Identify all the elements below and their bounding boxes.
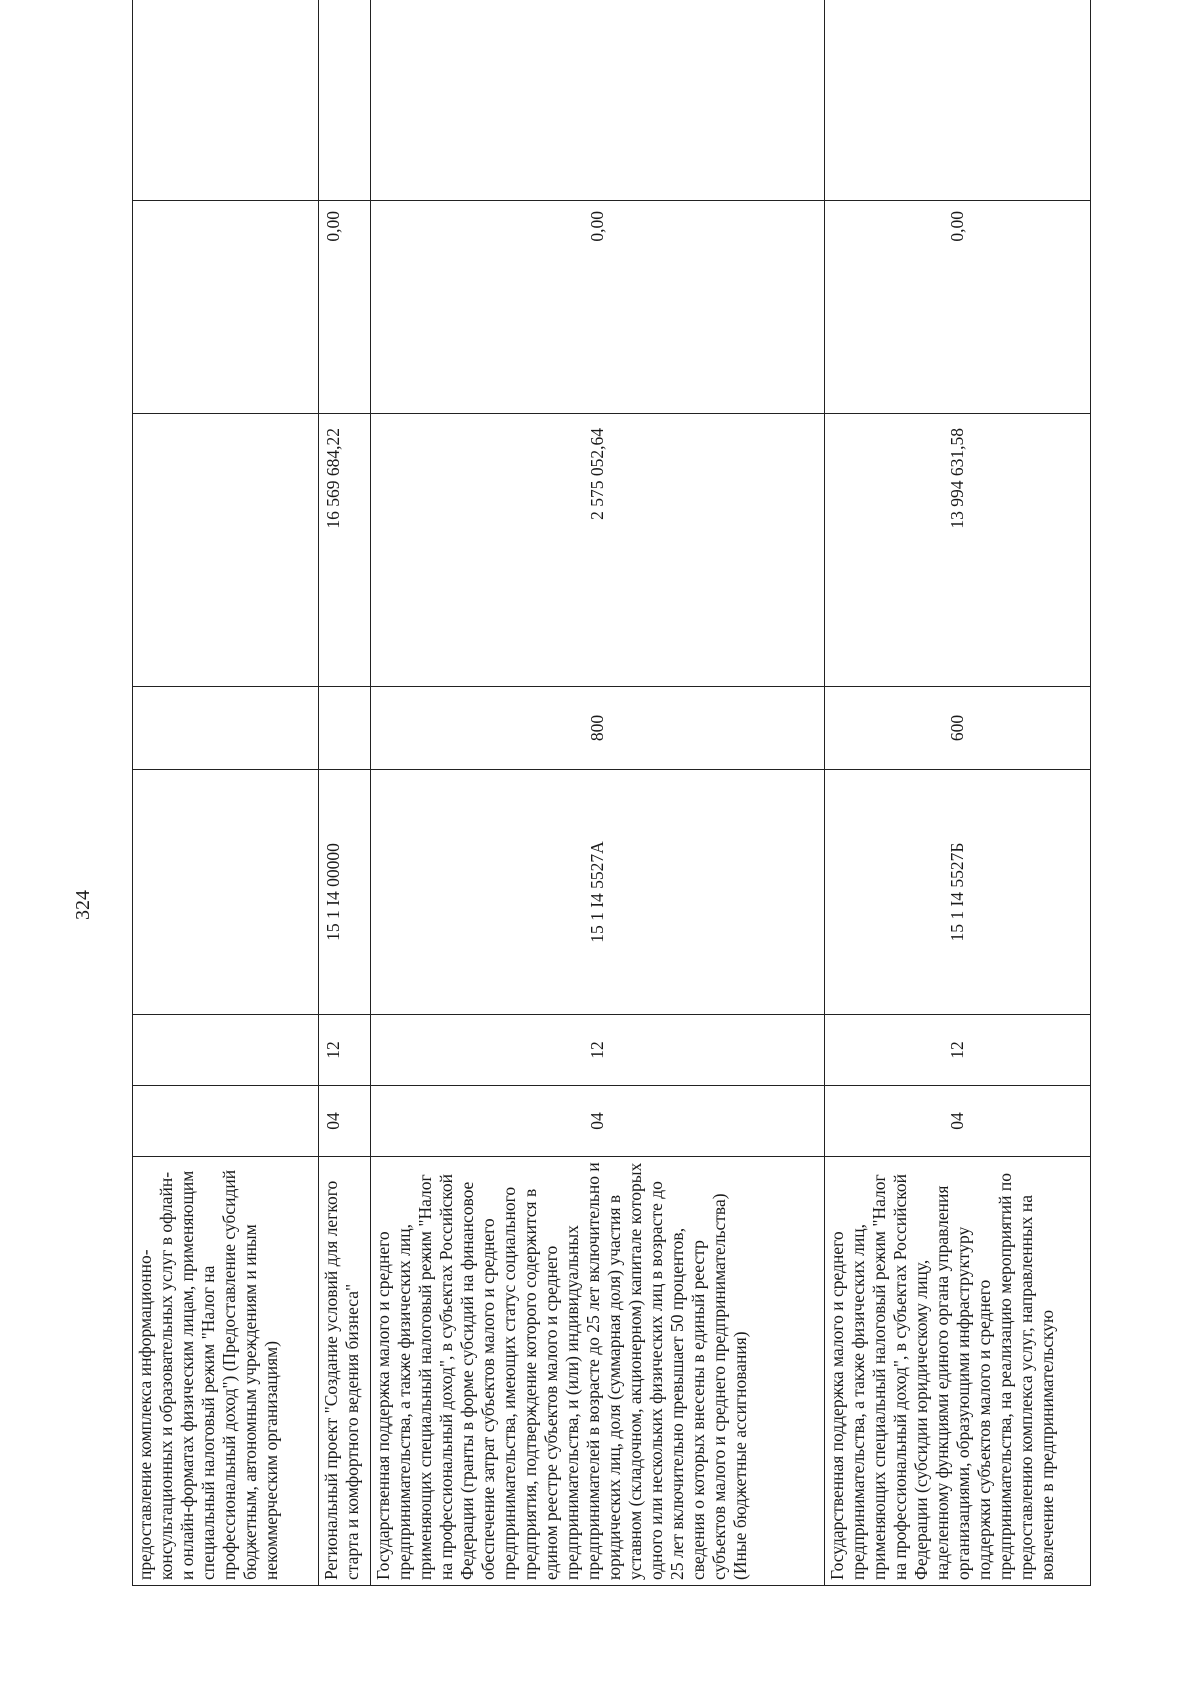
row-target-code: 15 1 I4 00000 <box>319 770 371 1015</box>
row-name: Региональный проект "Создание условий для легкого старта и комфортного ведения бизнеса" <box>319 1157 371 1586</box>
budget-table-frame <box>132 66 1090 1586</box>
row-expense-type: 800 <box>371 687 825 770</box>
row-name: предоставление комплекса информационно-консультационных и образовательных услуг в офлайн- и онлайн-форматах физическим лицам, применяющим специальный налоговый режим "Налог на профессиональный доход") (Предоставление субсидий бюджетным, автономным учреждениям и иным некоммерческим организациям) <box>133 1157 319 1586</box>
row-name: Государственная поддержка малого и среднего предпринимательства, а также физических лиц, применяющих специальный налоговый режим "Налог на профессиональный доход", в субъектах Российской Федерации (гранты в форме субсидий на финансовое обеспечение затрат субъектов малого и среднего предпринимательства, имеющих статус социального предприятия, подтверждение которого содержится в едином реестре субъектов малого и среднего предпринимательства, и (или) индивидуальных предпринимателей в возрасте до 25 лет включительно и юридических лиц, доля (суммарная доля) участия в уставном (складочном, акционерном) капитале которых одного или нескольких физических лиц в возрасте до 25 лет включительно превышает 50 процентов, сведения о которых внесены в единый реестр субъектов малого и среднего предпринимательства) (Иные бюджетные ассигнования) <box>371 1157 825 1586</box>
row-amount-2: 0,00 <box>371 201 825 414</box>
row-amount-1: 13 994 631,58 <box>825 414 1091 687</box>
page-number: 324 <box>72 890 94 920</box>
row-expense-type: 600 <box>825 687 1091 770</box>
row-section <box>133 1086 319 1157</box>
row-target-code <box>133 770 319 1015</box>
row-amount-3 <box>825 0 1091 201</box>
row-target-code: 15 1 I4 5527А <box>371 770 825 1015</box>
table-row <box>825 0 1091 1586</box>
row-section: 04 <box>825 1086 1091 1157</box>
row-target-code: 15 1 I4 5527Б <box>825 770 1091 1015</box>
row-amount-1: 16 569 684,22 <box>319 414 371 687</box>
row-amount-2: 0,00 <box>319 201 371 414</box>
row-amount-2 <box>133 201 319 414</box>
row-amount-1: 2 575 052,64 <box>371 414 825 687</box>
budget-table-rotated <box>132 66 1090 1586</box>
table-row <box>319 0 371 1586</box>
row-expense-type <box>319 687 371 770</box>
table-row <box>133 0 319 1586</box>
row-subsection <box>133 1015 319 1086</box>
row-expense-type <box>133 687 319 770</box>
row-amount-3 <box>371 0 825 201</box>
row-name: Государственная поддержка малого и среднего предпринимательства, а также физических лиц, применяющих специальный налоговый режим "Налог на профессиональный доход", в субъектах Российской Федерации (субсидии юридическому лицу, наделенному функциями единого органа управления организациями, образующими инфраструктуру поддержки субъектов малого и среднего предпринимательства, на реализацию мероприятий по предоставлению комплекса услуг, направленных на вовлечение в предпринимательскую <box>825 1157 1091 1586</box>
row-section: 04 <box>319 1086 371 1157</box>
row-subsection: 12 <box>371 1015 825 1086</box>
row-subsection: 12 <box>319 1015 371 1086</box>
row-section: 04 <box>371 1086 825 1157</box>
row-amount-3 <box>319 0 371 201</box>
row-amount-2: 0,00 <box>825 201 1091 414</box>
row-subsection: 12 <box>825 1015 1091 1086</box>
row-amount-1 <box>133 414 319 687</box>
table-row <box>371 0 825 1586</box>
budget-table <box>132 0 1091 1586</box>
row-amount-3 <box>133 0 319 201</box>
